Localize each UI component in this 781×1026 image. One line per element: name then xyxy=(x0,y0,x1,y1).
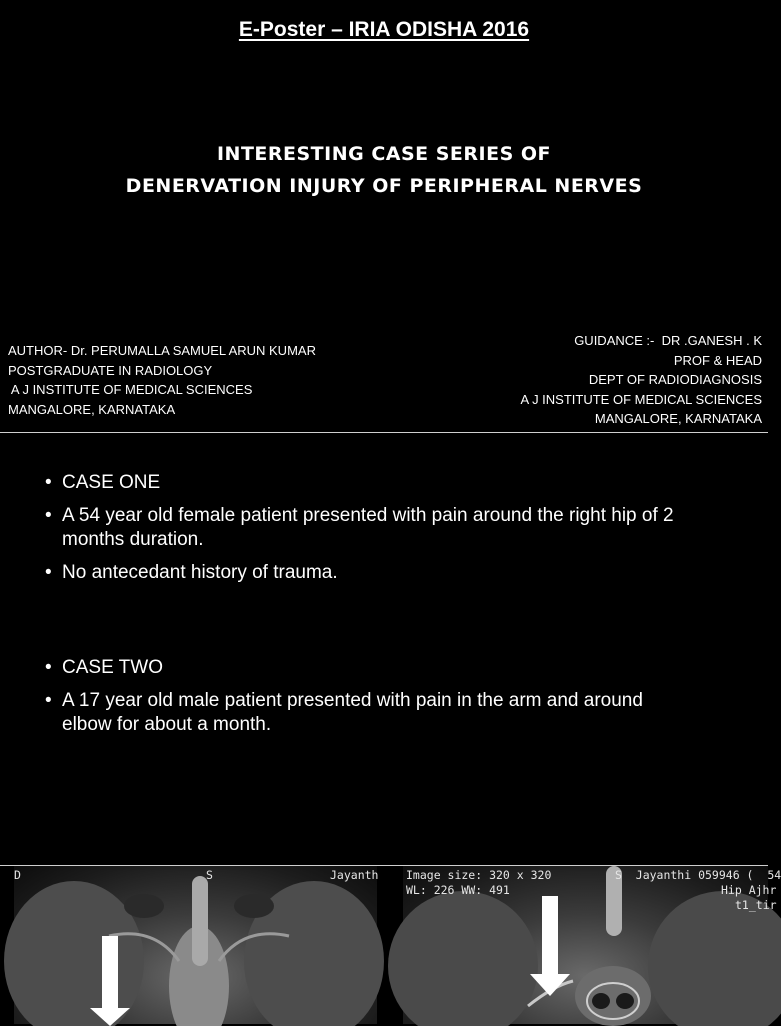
title-slide xyxy=(0,0,768,432)
series-label: Hip Ajhr xyxy=(721,883,777,897)
guidance-line: GUIDANCE :- DR .GANESH . K xyxy=(574,333,762,348)
guidance-line: A J INSTITUTE OF MEDICAL SCIENCES xyxy=(520,391,762,407)
poster-title: E-Poster – IRIA ODISHA 2016 xyxy=(238,18,530,41)
mri-anatomy-left xyxy=(14,866,377,1024)
case-one-description: • A 54 year old female patient presented with pain around the right hip of 2 months duration. xyxy=(45,504,685,552)
guidance-line: MANGALORE, KARNATAKA xyxy=(594,411,762,426)
patient-label: S Jayanthi 059946 ( 54 xyxy=(615,868,781,882)
guidance-block xyxy=(521,331,763,429)
author-line: A J INSTITUTE OF MEDICAL SCIENCES xyxy=(8,382,253,397)
author-line: MANGALORE, KARNATAKA xyxy=(8,401,176,417)
series-label: t1_tir xyxy=(735,898,777,912)
main-title xyxy=(0,138,768,202)
main-title-line: INTERESTING CASE SERIES OF xyxy=(216,143,552,165)
mri-label: S xyxy=(206,868,213,882)
down-arrow-icon xyxy=(530,896,570,996)
mri-label: Jayanth xyxy=(330,868,379,882)
case-list xyxy=(45,471,685,746)
down-arrow-icon xyxy=(90,936,130,1026)
case-one-history: • No antecedant history of trauma. xyxy=(45,561,685,585)
window-level-readout: WL: 226 WW: 491 xyxy=(406,883,510,897)
mri-image-left xyxy=(14,866,377,1024)
cases-slide xyxy=(0,433,768,865)
case-two-description: • A 17 year old male patient presented with pain in the arm and around elbow for about a month. xyxy=(45,689,685,737)
mri-label: D xyxy=(14,868,21,882)
author-block xyxy=(8,341,316,419)
guidance-line: PROF & HEAD xyxy=(673,352,762,368)
case-two-heading: • CASE TWO xyxy=(45,656,685,680)
author-line: POSTGRADUATE IN RADIOLOGY xyxy=(8,362,213,378)
mri-slide xyxy=(0,866,781,1024)
mri-image-right xyxy=(403,866,781,1024)
case-one-heading: • CASE ONE xyxy=(45,471,685,495)
main-title-line: DENERVATION INJURY OF PERIPHERAL NERVES xyxy=(125,175,643,197)
author-line: AUTHOR- Dr. PERUMALLA SAMUEL ARUN KUMAR xyxy=(8,343,316,358)
guidance-line: DEPT OF RADIODIAGNOSIS xyxy=(588,372,762,387)
image-size-readout: Image size: 320 x 320 xyxy=(406,868,552,882)
